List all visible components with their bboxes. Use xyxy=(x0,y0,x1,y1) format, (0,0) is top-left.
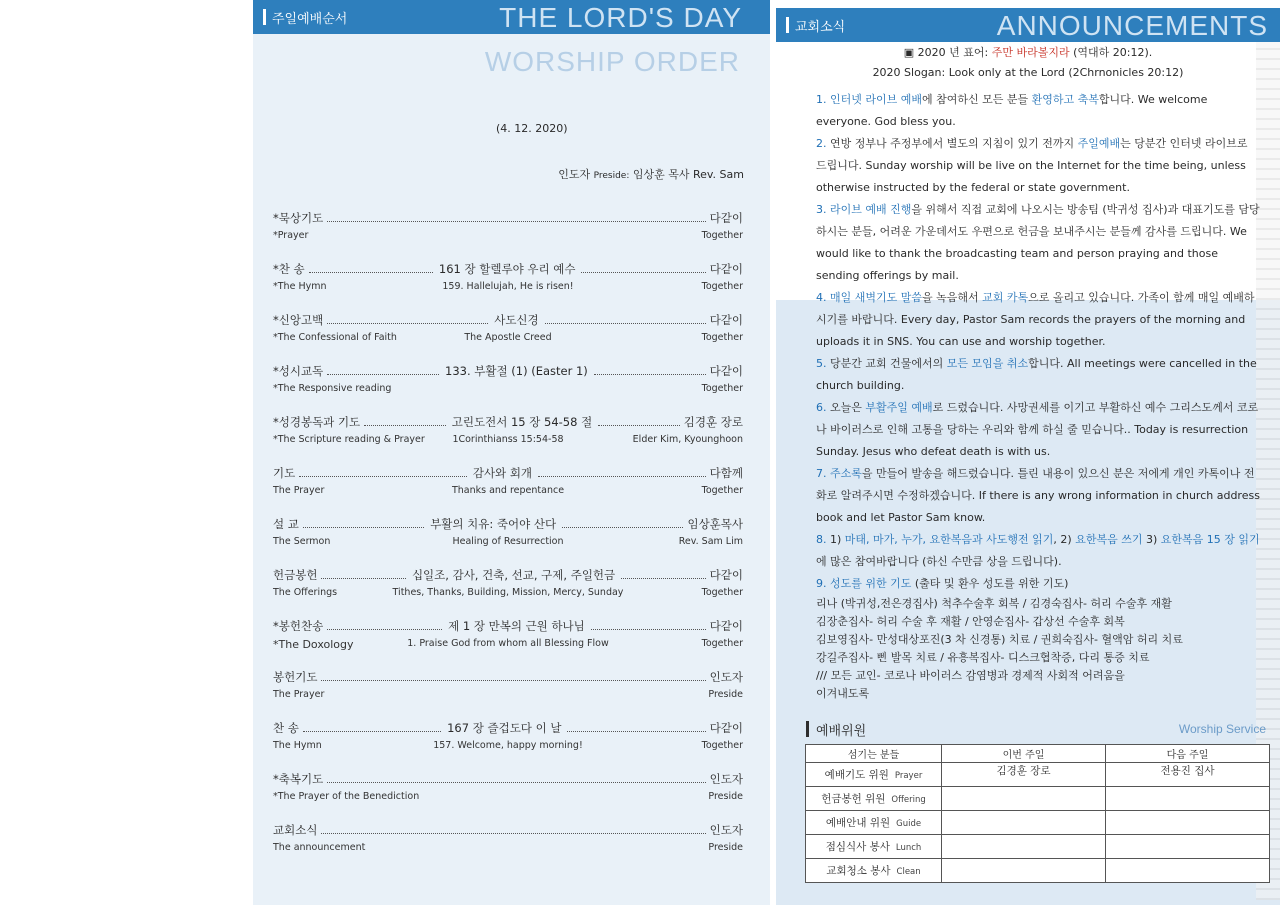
table-row xyxy=(806,763,1270,787)
leader-dots xyxy=(327,316,488,324)
leader-dots xyxy=(321,673,705,681)
role-cell: 점심식사 봉사 Lunch xyxy=(806,835,942,859)
announcement-2: 2. 연방 정부나 주정부에서 별도의 지침이 있기 전까지 주일예배는 당분간 인터넷 라이브로 드립니다. Sunday worship will be live on the Internet for the time being, unless otherwise instructed by the federal or state government. xyxy=(816,137,1248,194)
item-en: The Sermon xyxy=(273,536,331,547)
item-detail: 감사와 회개 xyxy=(472,466,533,480)
announcement-8: 8. 1) 마태, 마가, 누가, 요한복음과 사도행전 읽기, 2) 요한복음 쓰기 3) 요한복음 15 장 읽기에 많은 참여바랍니다 (하신 수만큼 상을 드립니다). xyxy=(816,533,1260,568)
item-ko: *봉헌찬송 xyxy=(273,619,324,633)
item-leader: 다함께 xyxy=(709,466,743,480)
item-ko: 봉헌기도 xyxy=(273,670,318,684)
item-en: *The Responsive reading xyxy=(273,383,392,394)
next-cell xyxy=(1106,811,1270,835)
leader-dots xyxy=(591,622,706,630)
item-en: *The Hymn xyxy=(273,281,327,292)
table-row xyxy=(806,811,1270,835)
item-leader: 다같이 xyxy=(709,568,743,582)
preside-line xyxy=(558,166,744,182)
item-en: *Prayer xyxy=(273,230,309,241)
header-marker xyxy=(263,9,266,25)
prayer-list xyxy=(816,595,1261,703)
leader-dots xyxy=(567,724,705,732)
item-ko: 찬 송 xyxy=(273,721,299,735)
item-detail-en: 159. Hallelujah, He is risen! xyxy=(442,281,574,292)
leader-dots xyxy=(545,316,706,324)
item-leader: 인도자 xyxy=(709,670,743,684)
header-marker xyxy=(806,721,809,737)
leader-dots xyxy=(327,214,705,222)
leader-dots xyxy=(562,520,683,528)
leader-dots xyxy=(598,418,680,426)
item-detail: 십일조, 감사, 건축, 선교, 구제, 주일헌금 xyxy=(411,568,616,582)
item-leader-en: Rev. Sam Lim xyxy=(678,536,743,547)
item-ko: 교회소식 xyxy=(273,823,318,837)
item-ko: *찬 송 xyxy=(273,262,305,276)
leader-dots xyxy=(594,367,706,375)
preside-name: 임상훈 목사 Rev. Sam xyxy=(632,168,744,181)
item-ko: *성경봉독과 기도 xyxy=(273,415,361,429)
item-en: *The Doxology xyxy=(273,638,354,651)
item-en: *The Scripture reading & Prayer xyxy=(273,434,425,445)
announcements-page xyxy=(776,0,1280,905)
prayer-line: 이겨내도록 xyxy=(816,687,870,700)
banner-title: THE LORD'S DAY xyxy=(499,2,742,33)
slogan-highlight: 주만 바라볼지라 xyxy=(991,46,1070,59)
current-cell: 김경훈 장로 xyxy=(942,763,1106,787)
item-ko: *축복기도 xyxy=(273,772,324,786)
item-en: *The Confessional of Faith xyxy=(273,332,397,343)
item-ko: 헌금봉헌 xyxy=(273,568,318,582)
column-header: 다음 주일 xyxy=(1106,745,1270,763)
preside-ko: 인도자 xyxy=(558,168,591,181)
item-ko: *묵상기도 xyxy=(273,211,324,225)
service-date: (4. 12. 2020) xyxy=(496,122,568,135)
announcement-9: 9. 성도를 위한 기도 (출타 및 환우 성도를 위한 기도) xyxy=(816,577,1069,590)
item-detail: 사도신경 xyxy=(494,313,539,327)
item-leader-en: Together xyxy=(701,587,743,598)
leader-dots xyxy=(327,775,705,783)
current-cell xyxy=(942,859,1106,883)
order-item-scripture xyxy=(273,414,743,465)
item-detail: 제 1 장 만복의 근원 하나님 xyxy=(448,619,585,633)
item-detail-en: 157. Welcome, happy morning! xyxy=(433,740,583,751)
next-cell: 전용진 집사 xyxy=(1106,763,1270,787)
leader-dots xyxy=(327,367,439,375)
banner-subtitle: WORSHIP ORDER xyxy=(484,46,740,77)
current-cell xyxy=(942,811,1106,835)
order-item-offering-prayer xyxy=(273,669,743,720)
role-cell: 예배기도 위원 Prayer xyxy=(806,763,942,787)
header-marker xyxy=(786,17,789,33)
announcement-1: 1. 인터넷 라이브 예배에 참여하신 모든 분들 환영하고 축복합니다. We welcome everyone. God bless you. xyxy=(816,93,1208,128)
order-item-benediction xyxy=(273,771,743,822)
leader-dots xyxy=(303,724,441,732)
item-detail-en: Healing of Resurrection xyxy=(452,536,564,547)
prayer-line: /// 모든 교인- 코로나 바이러스 감염병과 경제적 사회적 어려움을 xyxy=(816,669,1125,682)
item-leader-en: Elder Kim, Kyounghoon xyxy=(632,434,743,445)
item-en: The Prayer xyxy=(273,485,325,496)
item-en: The Hymn xyxy=(273,740,322,751)
prayer-line: 강길주집사- 삔 발목 치료 / 유흥복집사- 디스크협착증, 다리 통증 치료 xyxy=(816,651,1150,664)
role-cell: 예배안내 위원 Guide xyxy=(806,811,942,835)
announcements-header xyxy=(776,8,1280,42)
order-item-hymn xyxy=(273,261,743,312)
leader-dots xyxy=(303,520,424,528)
item-leader-en: Together xyxy=(701,332,743,343)
item-leader: 인도자 xyxy=(709,772,743,786)
item-leader: 다같이 xyxy=(709,364,743,378)
slogan-prefix: ▣ 2020 년 표어: xyxy=(903,46,992,59)
preside-en: Preside: xyxy=(593,171,630,181)
item-ko: 기도 xyxy=(273,466,296,480)
order-item-offerings xyxy=(273,567,743,618)
item-en: The announcement xyxy=(273,842,366,853)
slogan-ko xyxy=(776,44,1280,60)
leader-dots xyxy=(321,826,705,834)
prayer-line: 김보영집사- 만성대상포진(3 차 신경통) 치료 / 권희숙집사- 혈액암 허리 치료 xyxy=(816,633,1183,646)
worship-order-header xyxy=(253,0,770,34)
leader-dots xyxy=(299,469,467,477)
item-leader-en: Preside xyxy=(708,791,743,802)
item-detail-en: 1. Praise God from whom all Blessing Flow xyxy=(407,638,609,649)
item-leader: 다같이 xyxy=(709,313,744,327)
leader-dots xyxy=(364,418,446,426)
item-leader: 다같이 xyxy=(709,721,744,735)
worship-service-title: 예배위원 xyxy=(816,724,867,739)
column-header: 이번 주일 xyxy=(942,745,1106,763)
leader-dots xyxy=(621,571,706,579)
role-cell: 교회청소 봉사 Clean xyxy=(806,859,942,883)
announcement-4: 4. 매일 새벽기도 말씀을 녹음해서 교회 카톡으로 올리고 있습니다. 가족이 함께 매일 예배하시기를 바랍니다. Every day, Pastor Sam records the prayers of the morning and uploads it in SNS. You can use and worship together. xyxy=(816,291,1255,348)
order-item-sermon xyxy=(273,516,743,567)
announcement-6: 6. 오늘은 부활주일 예배로 드렸습니다. 사망권세를 이기고 부활하신 예수 그리스도께서 코로나 바이러스로 인해 고통을 당하는 우리와 함께 하실 줄 믿습니다.. Today is resurrection Sunday. Jesus who defeat death is with us. xyxy=(816,401,1259,458)
item-leader-en: Together xyxy=(701,383,743,394)
item-detail: 고린도전서 15 장 54-58 절 xyxy=(451,415,593,429)
duty-table xyxy=(805,744,1270,883)
announcement-list xyxy=(816,89,1261,703)
table-row xyxy=(806,835,1270,859)
item-detail-en: The Apostle Creed xyxy=(464,332,552,343)
section-label: 주일예배순서 xyxy=(272,11,348,27)
item-detail: 133. 부활절 (1) (Easter 1) xyxy=(445,364,588,378)
item-detail-en: 1Corinthianss 15:54-58 xyxy=(452,434,564,445)
item-detail-en: Tithes, Thanks, Building, Mission, Mercy, Sunday xyxy=(392,587,624,598)
worship-order-page xyxy=(253,0,770,905)
slogan-en: 2020 Slogan: Look only at the Lord (2Chrnonicles 20:12) xyxy=(872,66,1184,79)
leader-dots xyxy=(309,265,433,273)
item-detail-en: Thanks and repentance xyxy=(451,485,565,496)
item-ko: *신앙고백 xyxy=(273,313,324,327)
announcement-5: 5. 당분간 교회 건물에서의 모든 모임을 취소합니다. All meetings were cancelled in the church building. xyxy=(816,357,1257,392)
role-cell: 헌금봉헌 위원 Offering xyxy=(806,787,942,811)
announcement-3: 3. 라이브 예배 진행을 위해서 직접 교회에 나오시는 방송팀 (박귀성 집사)과 대표기도를 담당하시는 분들, 어려운 가운데서도 우편으로 헌금을 보내주시는 분들께 감사를 드립니다. We would like to thank the broadcasting team and person praying and those sending offerings by mail. xyxy=(816,203,1260,282)
order-item-doxology xyxy=(273,618,743,669)
item-leader: 인도자 xyxy=(709,823,743,837)
item-en: The Prayer xyxy=(273,689,325,700)
next-cell xyxy=(1106,835,1270,859)
leader-dots xyxy=(538,469,706,477)
order-item-closing-hymn xyxy=(273,720,743,771)
item-leader: 김경훈 장로 xyxy=(683,415,743,429)
order-item-creed xyxy=(273,312,743,363)
item-leader-en: Preside xyxy=(708,842,743,853)
item-detail: 부활의 치유: 죽어야 산다 xyxy=(430,517,557,531)
order-item-announcement xyxy=(273,822,743,873)
order-item-responsive-reading xyxy=(273,363,743,414)
item-leader-en: Together xyxy=(701,485,743,496)
item-leader-en: Together xyxy=(701,281,743,292)
table-header-row xyxy=(806,745,1270,763)
current-cell xyxy=(942,835,1106,859)
leader-dots xyxy=(581,265,705,273)
banner-title: ANNOUNCEMENTS xyxy=(996,10,1268,41)
order-item-silent-prayer xyxy=(273,210,743,261)
prayer-line: 리나 (박귀성,전은경집사) 척추수술후 회복 / 김경숙집사- 허리 수술후 재활 xyxy=(816,597,1172,610)
worship-service-en: Worship Service xyxy=(1178,722,1266,736)
leader-dots xyxy=(327,622,442,630)
item-leader-en: Together xyxy=(701,638,743,649)
table-row xyxy=(806,787,1270,811)
item-leader-en: Together xyxy=(701,230,743,241)
prayer-line: 김장춘집사- 허리 수술 후 재활 / 안영순집사- 갑상선 수술후 회복 xyxy=(816,615,1125,628)
section-label: 교회소식 xyxy=(795,19,846,35)
next-cell xyxy=(1106,859,1270,883)
slogan-suffix: (역대하 20:12). xyxy=(1069,46,1153,59)
order-item-prayer xyxy=(273,465,743,516)
order-list xyxy=(273,210,743,873)
item-ko: 설 교 xyxy=(273,517,299,531)
item-leader: 임상훈목사 xyxy=(687,517,744,531)
table-row xyxy=(806,859,1270,883)
current-cell xyxy=(942,787,1106,811)
next-cell xyxy=(1106,787,1270,811)
leader-dots xyxy=(321,571,406,579)
item-leader: 다같이 xyxy=(709,262,744,276)
item-leader: 다같이 xyxy=(709,619,744,633)
item-leader-en: Together xyxy=(701,740,743,751)
item-detail: 161 장 할렐루야 우리 예수 xyxy=(438,262,576,276)
item-en: *The Prayer of the Benediction xyxy=(273,791,420,802)
item-en: The Offerings xyxy=(273,587,338,598)
announcement-7: 7. 주소록을 만들어 발송을 해드렸습니다. 틀린 내용이 있으신 분은 저에게 개인 카톡이나 전화로 알려주시면 수정하겠습니다. If there is any wrong information in church address book and let Pastor Sam know. xyxy=(816,467,1260,524)
item-ko: *성시교독 xyxy=(273,364,324,378)
item-leader-en: Preside xyxy=(708,689,743,700)
item-detail: 167 장 즐겁도다 이 날 xyxy=(447,721,562,735)
column-header: 섬기는 분들 xyxy=(806,745,942,763)
item-leader: 다같이 xyxy=(709,211,743,225)
